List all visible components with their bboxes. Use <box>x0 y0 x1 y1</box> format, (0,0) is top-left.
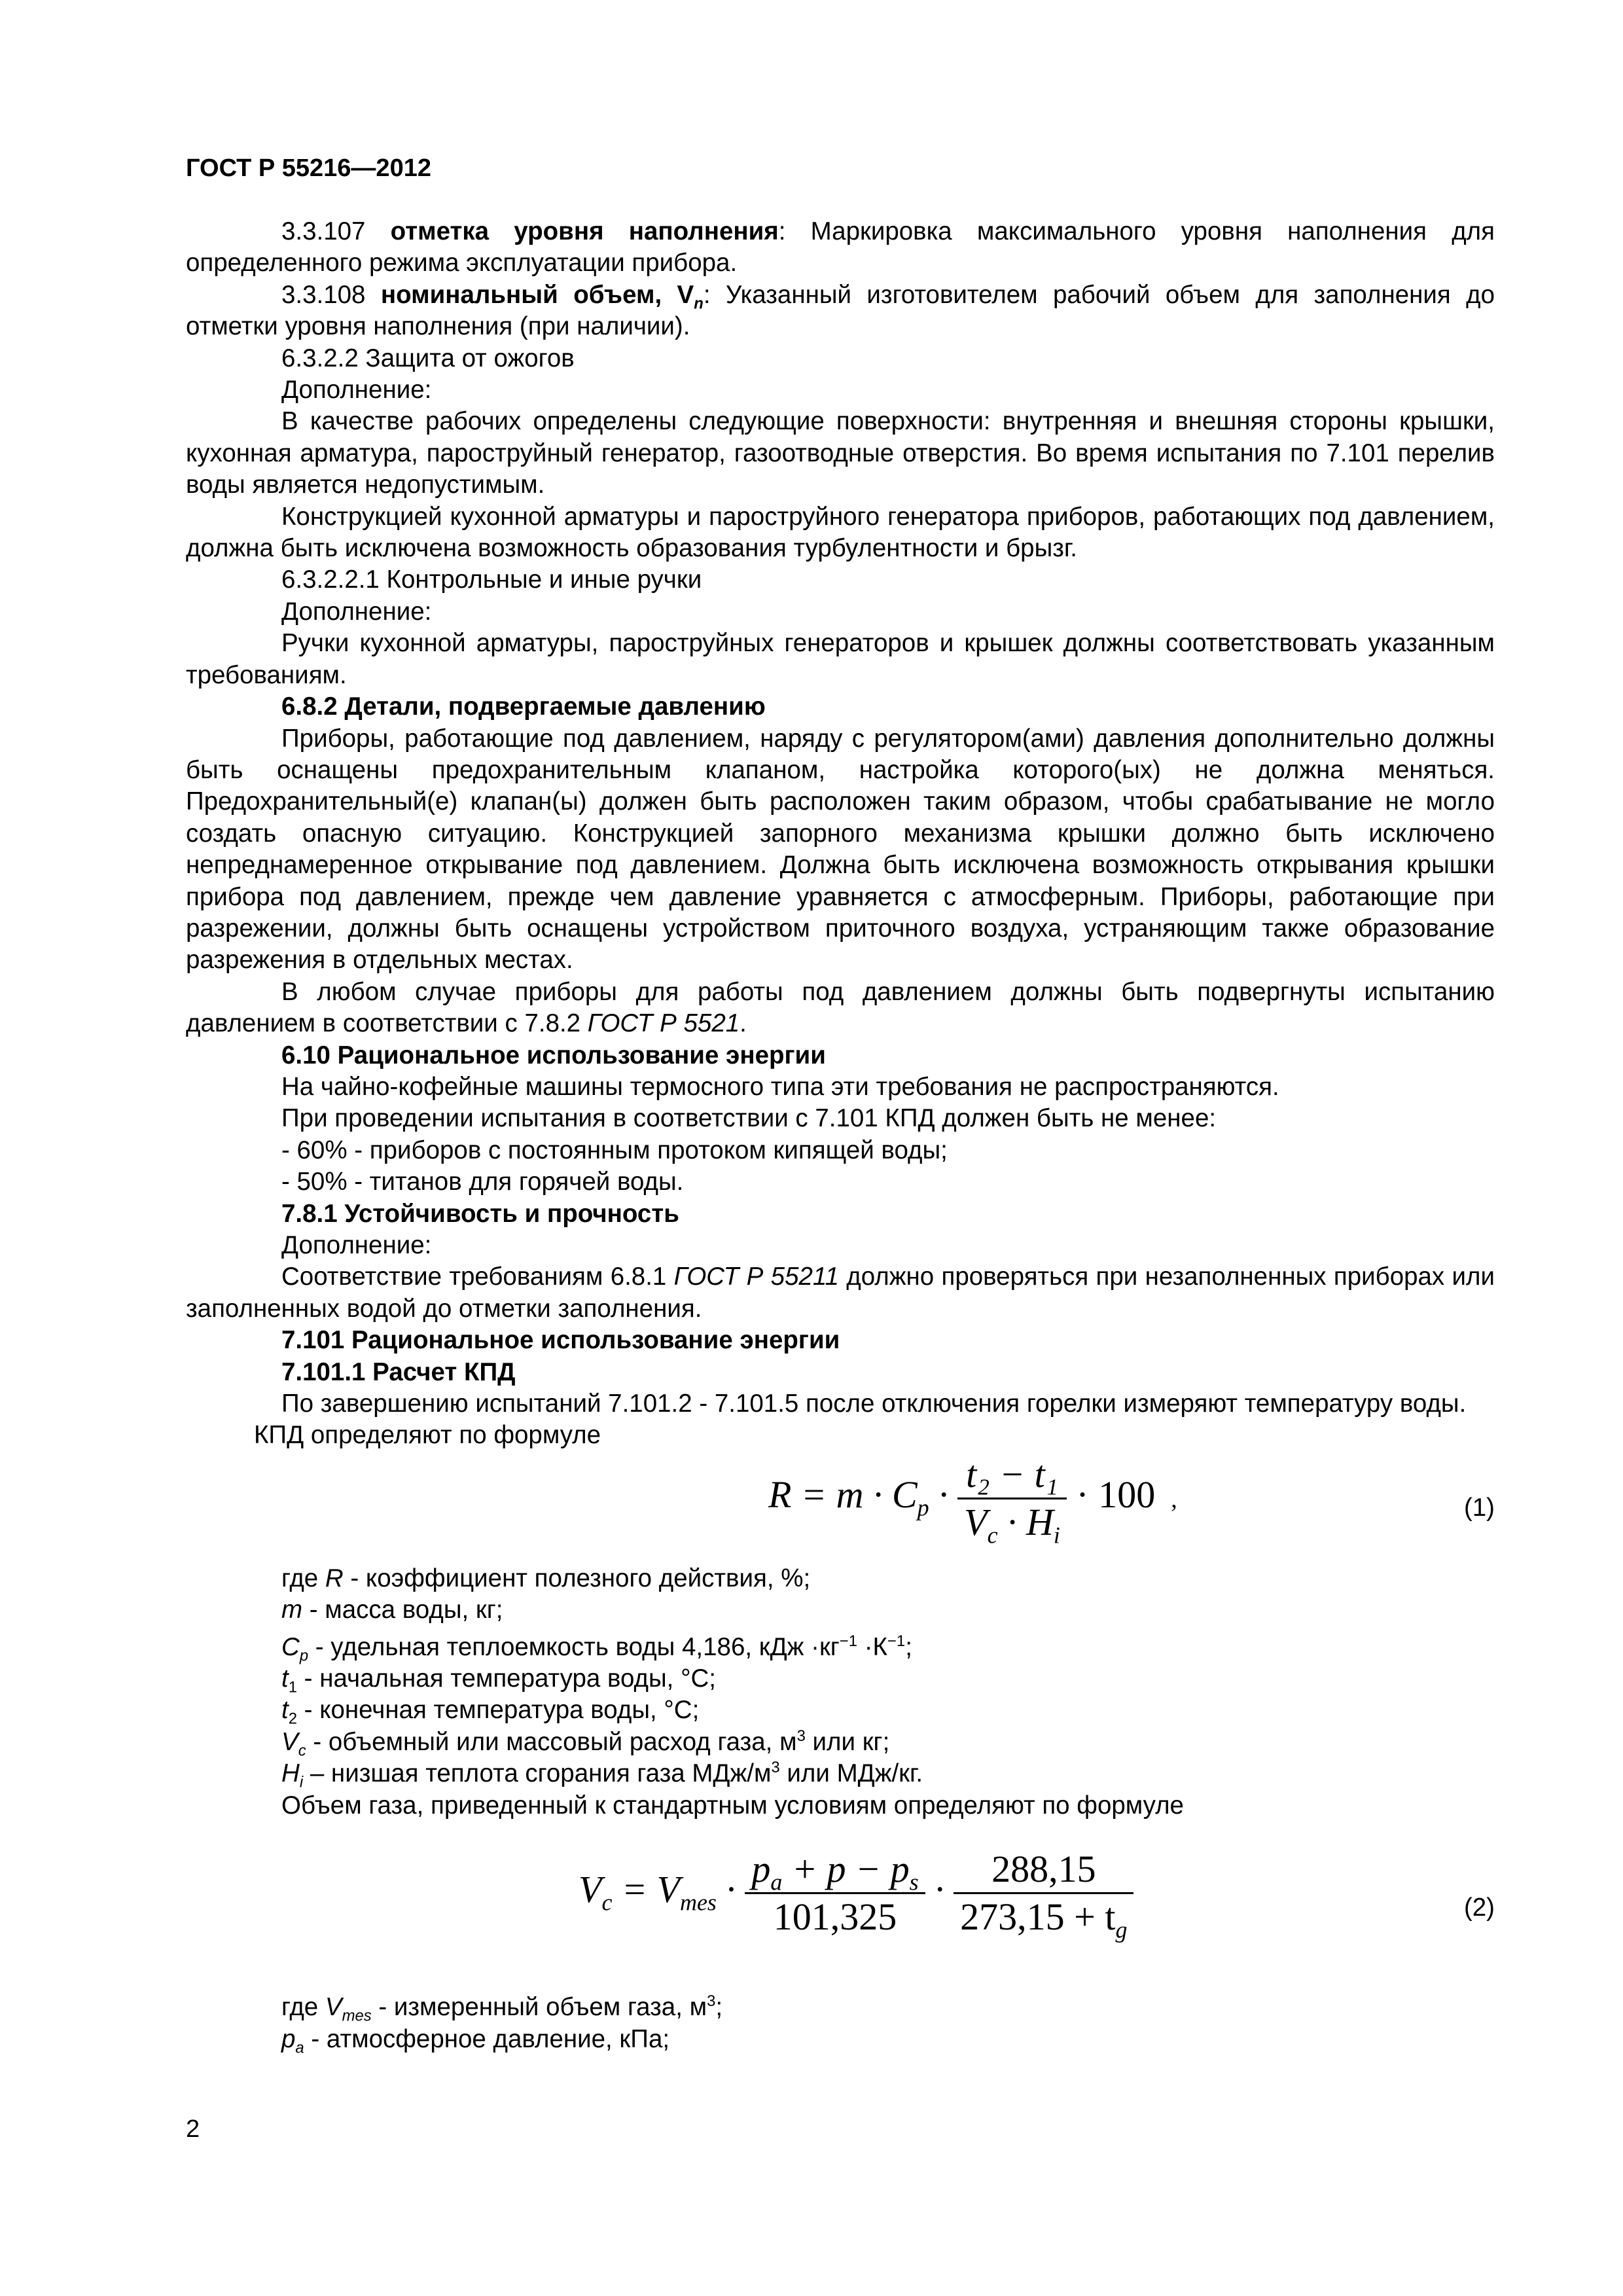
addition-label: Дополнение: <box>281 376 432 404</box>
formula-2-expression: $V_c = V_{mes}$ · $\frac{p_a + p - p_s}{101,325}$ · $\frac{288,15}{273,15 + t_g}$ <box>579 1846 1133 1940</box>
formula-2 <box>186 1821 1495 1992</box>
addition-label: Дополнение: <box>281 597 432 626</box>
where-item: где $V_{mes}$ - измеренный объем газа, $м^3$; <box>281 1992 723 2025</box>
paragraph: КПД определяют по формуле <box>254 1421 601 1450</box>
where-item: $t_1$ - начальная температура воды, °С; <box>281 1664 716 1696</box>
where-list-2 <box>186 1992 1495 2055</box>
section-heading-7-101-1: 7.101.1 Расчет КПД <box>281 1357 516 1386</box>
addition-label: Дополнение: <box>281 1231 432 1259</box>
section-heading-7-101: 7.101 Рациональное использование энергии <box>281 1326 840 1355</box>
paragraph: В качестве рабочих определены следующие поверхности: внутренняя и внешняя стороны крышки, кухонная арматура, пароструйный генератор, газоотводные отверстия. Во время испытания по 7.101 перелив воды является недопустимым. <box>186 407 1495 499</box>
where-item: m - масса воды, кг; <box>281 1596 503 1624</box>
document-body <box>186 216 1495 2055</box>
paragraph: На чайно-кофейные машины термосного типа эти требования не распространяются. <box>281 1072 1279 1101</box>
where-list-1 <box>186 1563 1495 1821</box>
where-item: $H_i$ – низшая теплота сгорания газа МДж/$м^3$ или МДж/кг. <box>281 1759 923 1791</box>
where-item: $V_c$ - объемный или массовый расход газа, $м^3$ или кг; <box>281 1727 890 1760</box>
formula-1 <box>186 1452 1495 1563</box>
formula-2-number: (2) <box>1463 1893 1495 1922</box>
section-6-3-2-2: 6.3.2.2 Защита от ожогов <box>281 344 575 372</box>
paragraph: Приборы, работающие под давлением, наряду с регулятором(ами) давления дополнительно должны быть оснащены предохранительным клапаном, настройка которого(ых) не должна меняться. Предохранительный(е) клапан(ы) должен быть расположен таким образом, чтобы срабатывание не могло создать опасную ситуацию. Конструкцией запорного механизма крышки должно быть исключено непреднамеренное открывание под давлением. Должна быть исключена возможность открывания крышки прибора под давлением, прежде чем давление уравняется с атмосферным. Приборы, работающие при разрежении, должны быть оснащены устройством приточного воздуха, устраняющим также образование разрежения в отдельных местах. <box>186 724 1495 975</box>
definition-3-3-108: 3.3.108 номинальный объем, $V_n$: Указанный изготовителем рабочий объем для заполнения до отметки уровня наполнения (при наличии). <box>186 280 1495 341</box>
paragraph: По завершению испытаний 7.101.2 - 7.101.5 после отключения горелки измеряют температуру воды. <box>281 1390 1467 1418</box>
formula-1-number: (1) <box>1463 1493 1495 1522</box>
where-item: $C_p$ - удельная теплоемкость воды 4,186, кДж $\cdot кг^{-1} \cdot К^{-1}$; <box>281 1632 912 1665</box>
where-item: $p_a$ - атмосферное давление, кПа; <box>281 2024 670 2057</box>
formula-1-expression: $R = m \cdot C_p$ · $\frac{\text{t₂ − t₁}}{V_c \cdot H_i}$ · 100 , <box>768 1452 1177 1549</box>
formula-1-fraction: $\frac{\text{t₂ − t₁}}{V_c \cdot H_i}$ <box>957 1452 1067 1545</box>
page-number: 2 <box>186 2115 200 2143</box>
formula-2-fraction-2: $\frac{288,15}{273,15 + t_g}$ <box>954 1846 1133 1940</box>
paragraph: Конструкцией кухонной арматуры и пароструйного генератора приборов, работающих под давлением, должна быть исключена возможность образования турбулентности и брызг. <box>186 502 1495 563</box>
paragraph: Ручки кухонной арматуры, пароструйных генераторов и крышек должны соответствовать указанным требованиям. <box>186 629 1495 689</box>
paragraph: Соответствие требованиям 6.8.1 ГОСТ Р 55211 должно проверяться при незаполненных приборах или заполненных водой до отметки заполнения. <box>186 1263 1495 1323</box>
list-item: - 60% - приборов с постоянным протоком кипящей воды; <box>281 1136 948 1164</box>
paragraph: В любом случае приборы для работы под давлением должны быть подвергнуты испытанию давлением в соответствии с 7.8.2 ГОСТ Р 5521. <box>186 977 1495 1038</box>
where-item: где R - коэффициент полезного действия, %; <box>281 1564 811 1592</box>
section-heading-6-10: 6.10 Рациональное использование энергии <box>281 1041 826 1069</box>
list-item: - 50% - титанов для горячей воды. <box>281 1168 684 1196</box>
paragraph: Объем газа, приведенный к стандартным условиям определяют по формуле <box>281 1791 1184 1820</box>
where-item: $t_2$ - конечная температура воды, °С; <box>281 1696 700 1729</box>
definition-3-3-107: 3.3.107 отметка уровня наполнения: Маркировка максимального уровня наполнения для определенного режима эксплуатации прибора. <box>186 217 1495 278</box>
section-6-3-2-2-1: 6.3.2.2.1 Контрольные и иные ручки <box>281 565 702 594</box>
formula-2-fraction-1: $\frac{p_a + p - p_s}{101,325}$ <box>745 1846 925 1940</box>
section-heading-7-8-1: 7.8.1 Устойчивость и прочность <box>281 1199 679 1228</box>
paragraph: При проведении испытания в соответствии с 7.101 КПД должен быть не менее: <box>281 1104 1217 1133</box>
section-heading-6-8-2: 6.8.2 Детали, подвергаемые давлению <box>281 692 766 721</box>
document-header: ГОСТ Р 55216—2012 <box>186 154 431 182</box>
